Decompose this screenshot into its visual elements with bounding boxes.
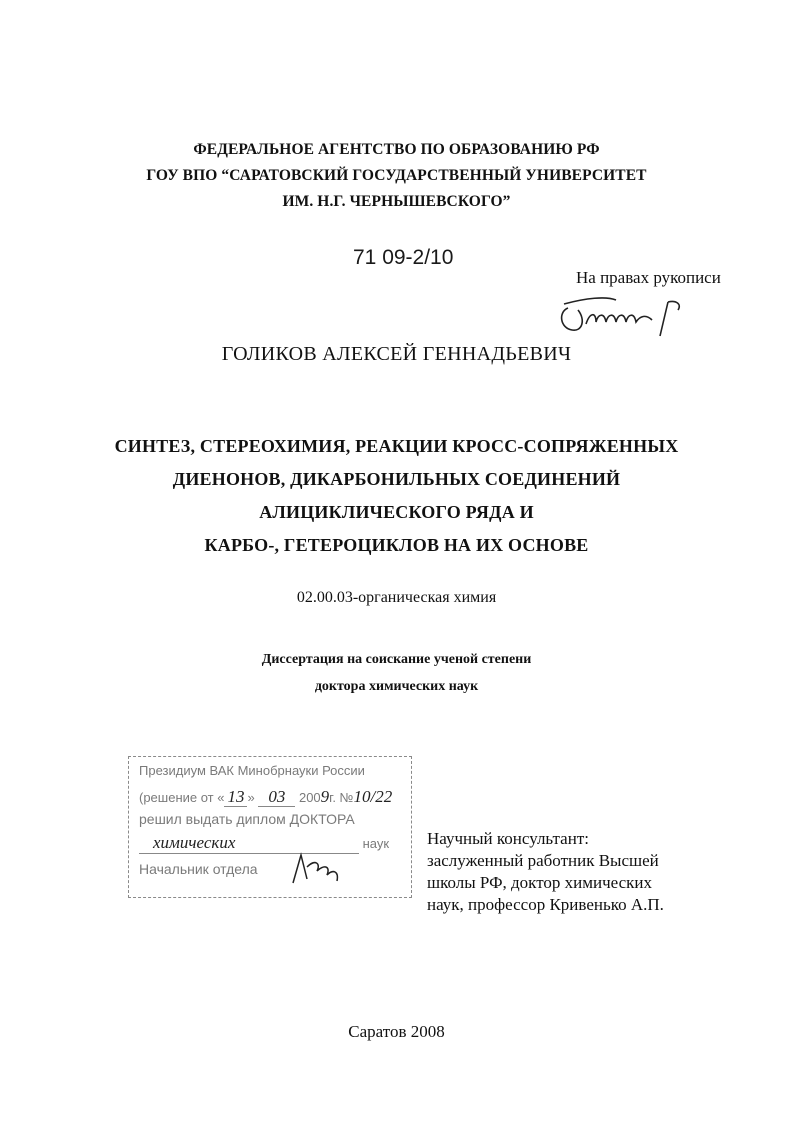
dissertation-degree-line-2: доктора химических наук: [314, 679, 479, 694]
stamp-month: 03: [258, 787, 295, 807]
stamp-field-suffix: наук: [362, 836, 390, 851]
title-line-3: АЛИЦИКЛИЧЕСКОГО РЯДА И: [259, 502, 534, 522]
consultant-heading: Научный консультант:: [427, 829, 589, 848]
consultant-title-2: школы РФ, доктор химических: [427, 873, 653, 892]
title-line-2: ДИЕНОНОВ, ДИКАРБОНИЛЬНЫХ СОЕДИНЕНИЙ: [172, 469, 621, 489]
stamp-department-head: Начальник отдела: [139, 861, 258, 877]
agency-name: ФЕДЕРАЛЬНОЕ АГЕНТСТВО ПО ОБРАЗОВАНИЮ РФ: [193, 141, 600, 158]
stamp-year-digit: 9: [320, 787, 330, 806]
title-line-1: СИНТЕЗ, СТЕРЕОХИМИЯ, РЕАКЦИИ КРОСС-СОПРЯЖЕННЫХ: [114, 436, 679, 456]
vak-approval-stamp: [128, 756, 412, 898]
author-name: ГОЛИКОВ АЛЕКСЕЙ ГЕННАДЬЕВИЧ: [221, 343, 572, 365]
stamp-decision-prefix: (решение от «: [139, 790, 225, 805]
scientific-consultant: [427, 828, 664, 916]
stamp-number: 10/22: [353, 787, 393, 806]
consultant-name: наук, профессор Кривенько А.П.: [427, 895, 664, 914]
university-name: ГОУ ВПО “САРАТОВСКИЙ ГОСУДАРСТВЕННЫЙ УНИВЕРСИТЕТ: [146, 167, 647, 184]
stamp-year-suffix: г. №: [329, 790, 354, 805]
title-line-4: КАРБО-, ГЕТЕРОЦИКЛОВ НА ИХ ОСНОВЕ: [204, 535, 589, 555]
stamp-signature: [287, 849, 347, 889]
stamp-field-line: [139, 833, 401, 854]
stamp-diploma-decision: решил выдать диплом ДОКТОРА: [139, 811, 355, 827]
stamp-field-handwritten: химических: [139, 833, 359, 854]
dissertation-degree-line-1: Диссертация на соискание ученой степени: [261, 652, 532, 667]
specialty-code: 02.00.03-органическая химия: [296, 589, 497, 606]
manuscript-rights-note: На правах рукописи: [576, 268, 721, 287]
registry-code: 71 09-2/10: [353, 246, 454, 269]
stamp-quote-close: »: [247, 790, 255, 805]
consultant-title-1: заслуженный работник Высшей: [427, 851, 659, 870]
university-name-continued: ИМ. Н.Г. ЧЕРНЫШЕВСКОГО”: [282, 193, 511, 210]
stamp-year-prefix: 200: [298, 790, 321, 805]
author-signature: [556, 290, 696, 340]
city-year: Саратов 2008: [348, 1022, 445, 1041]
stamp-day: 13: [224, 787, 247, 807]
stamp-decision-line: [139, 787, 392, 807]
stamp-presidium: Президиум ВАК Минобрнауки России: [139, 763, 365, 778]
